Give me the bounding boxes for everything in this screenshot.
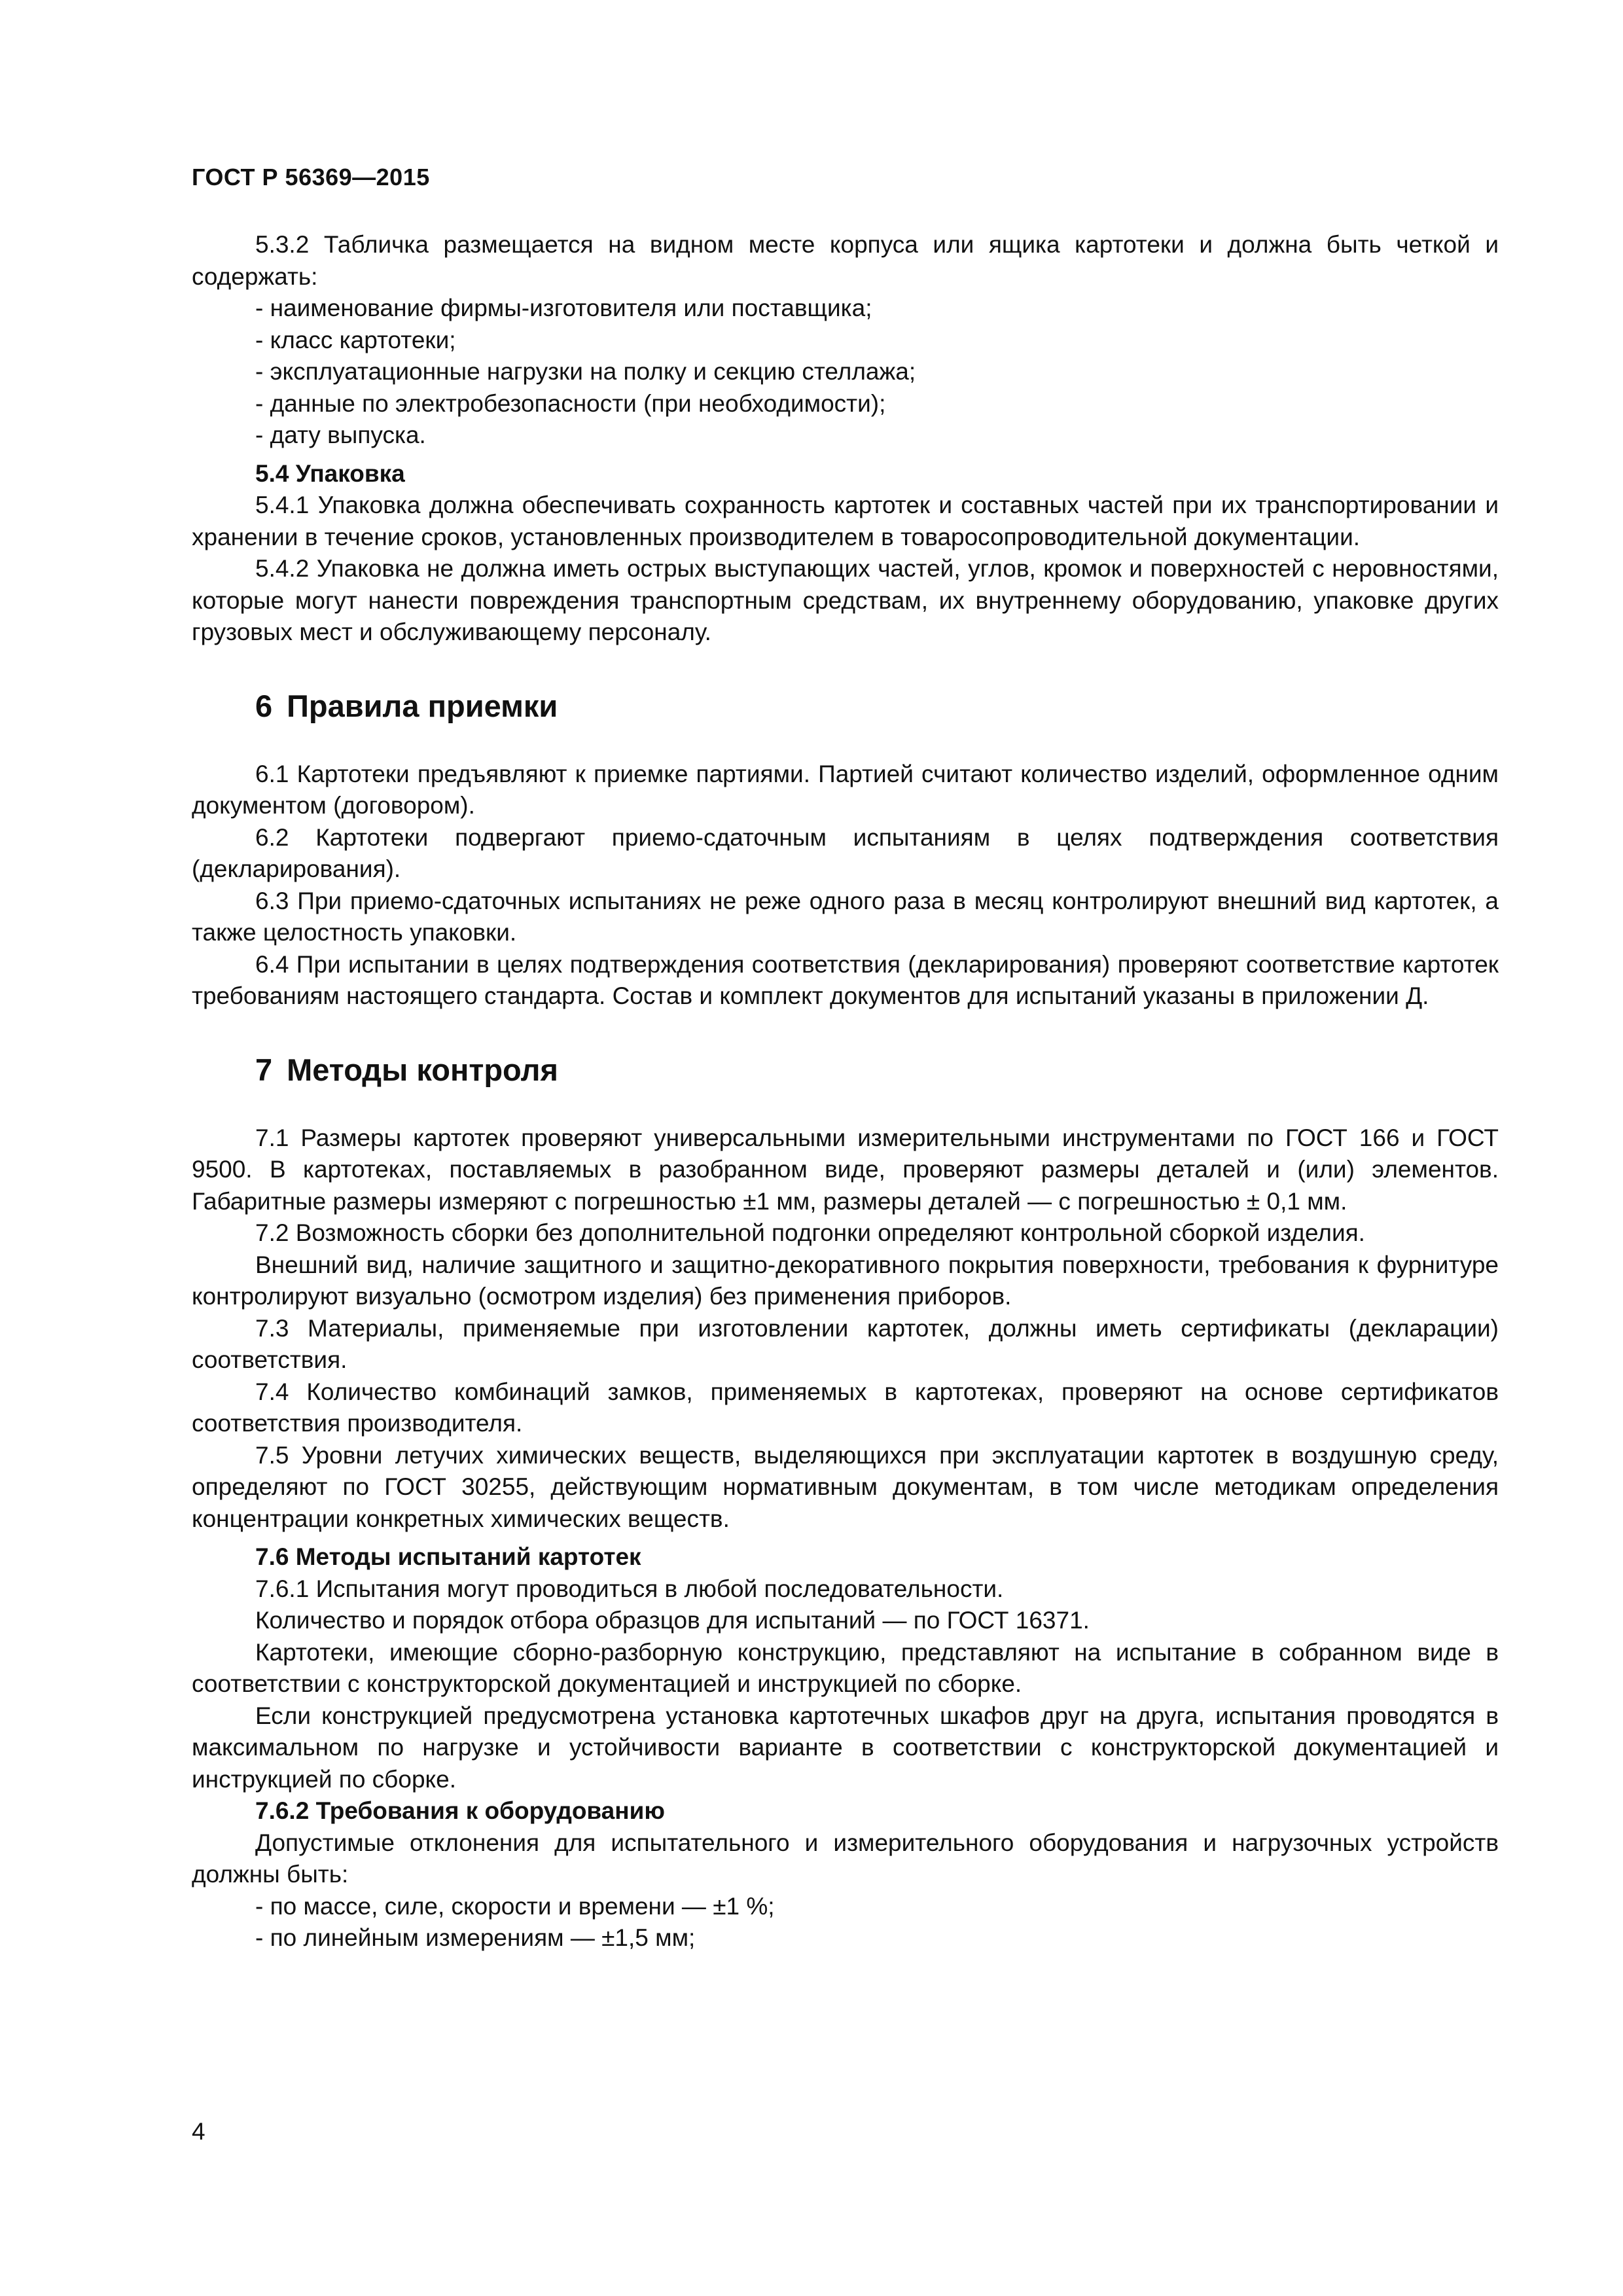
paragraph-7-4: 7.4 Количество комбинаций замков, применяемых в картотеках, проверяют на основе сертификатов соответствия производителя. bbox=[192, 1378, 1499, 1437]
list-item: - по линейным измерениям — ±1,5 мм; bbox=[255, 1924, 696, 1951]
paragraph-7-6-1-assembly: Картотеки, имеющие сборно-разборную конструкцию, представляют на испытание в собранном виде в соответствии с конструкторской документацией и инструкцией по сборке. bbox=[192, 1638, 1499, 1697]
section-number: 6 bbox=[255, 688, 273, 723]
list-item: - наименование фирмы-изготовителя или поставщика; bbox=[255, 295, 872, 321]
section-heading-6 bbox=[192, 687, 1499, 726]
paragraph-7-6-1: 7.6.1 Испытания могут проводиться в любой последовательности. bbox=[255, 1575, 1004, 1602]
list-item: - по массе, силе, скорости и времени — ±1 %; bbox=[255, 1892, 775, 1920]
paragraph-7-6-1-samples: Количество и порядок отбора образцов для испытаний — по ГОСТ 16371. bbox=[255, 1607, 1090, 1634]
paragraph-7-5: 7.5 Уровни летучих химических веществ, выделяющихся при эксплуатации картотек в воздушную среду, определяют по ГОСТ 30255, действующим нормативным документам, в том числе методикам определения концентрации конкретных химических веществ. bbox=[192, 1441, 1499, 1532]
paragraph-5-4-1: 5.4.1 Упаковка должна обеспечивать сохранность картотек и составных частей при их транспортировании и хранении в течение сроков, установленных производителем в товаросопроводительной документации. bbox=[192, 492, 1499, 550]
paragraph-7-1: 7.1 Размеры картотек проверяют универсальными измерительными инструментами по ГОСТ 166 и ГОСТ 9500. В картотеках, поставляемых в разобранном виде, проверяют размеры деталей и (или) элементов. Габаритные размеры измеряют с погрешностью ±1 мм, размеры деталей — с погрешностью ± 0,1 мм. bbox=[192, 1124, 1499, 1215]
document-header: ГОСТ Р 56369—2015 bbox=[192, 164, 430, 190]
paragraph-5-3-2: 5.3.2 Табличка размещается на видном месте корпуса или ящика картотеки и должна быть четкой и содержать: bbox=[192, 231, 1499, 290]
paragraph-6-2: 6.2 Картотеки подвергают приемо-сдаточным испытаниям в целях подтверждения соответствия (декларирования). bbox=[192, 823, 1499, 882]
paragraph-7-2-cont: Внешний вид, наличие защитного и защитно-декоративного покрытия поверхности, требования к фурнитуре контролируют визуально (осмотром изделия) без применения приборов. bbox=[192, 1251, 1499, 1310]
paragraph-7-3: 7.3 Материалы, применяемые при изготовлении картотек, должны иметь сертификаты (декларации) соответствия. bbox=[192, 1314, 1499, 1373]
page-number: 4 bbox=[192, 2118, 205, 2145]
list-item: - класс картотеки; bbox=[255, 326, 456, 353]
paragraph-7-2: 7.2 Возможность сборки без дополнительной подгонки определяют контрольной сборкой изделия. bbox=[255, 1219, 1365, 1246]
list-item: - данные по электробезопасности (при необходимости); bbox=[255, 389, 886, 417]
subsection-title-7-6-2: 7.6.2 Требования к оборудованию bbox=[255, 1797, 665, 1824]
paragraph-6-3: 6.3 При приемо-сдаточных испытаниях не реже одного раза в месяц контролируют внешний вид картотек, а также целостность упаковки. bbox=[192, 887, 1499, 946]
subsection-title-7-6: 7.6 Методы испытаний картотек bbox=[255, 1543, 641, 1570]
section-heading-7 bbox=[192, 1050, 1499, 1090]
paragraph-7-6-2: Допустимые отклонения для испытательного и измерительного оборудования и нагрузочных устройств должны быть: bbox=[192, 1829, 1499, 1888]
list-item: - эксплуатационные нагрузки на полку и секцию стеллажа; bbox=[255, 358, 916, 385]
list-item: - дату выпуска. bbox=[255, 422, 426, 448]
paragraph-7-6-1-stacking: Если конструкцией предусмотрена установка картотечных шкафов друг на друга, испытания проводятся в максимальном по нагрузке и устойчивости варианте в соответствии с конструкторской документацией и инструкцией по сборке. bbox=[192, 1702, 1499, 1793]
paragraph-6-1: 6.1 Картотеки предъявляют к приемке партиями. Партией считают количество изделий, оформленное одним документом (договором). bbox=[192, 760, 1499, 819]
page-body bbox=[192, 229, 1499, 1954]
section-number: 7 bbox=[255, 1052, 273, 1087]
section-title: Правила приемки bbox=[287, 688, 558, 723]
paragraph-5-4-2: 5.4.2 Упаковка не должна иметь острых выступающих частей, углов, кромок и поверхностей с неровностями, которые могут нанести повреждения транспортным средствам, их внутреннему оборудованию, упаковке других грузовых мест и обслуживающему персоналу. bbox=[192, 555, 1499, 645]
subsection-title-5-4: 5.4 Упаковка bbox=[255, 459, 405, 487]
paragraph-6-4: 6.4 При испытании в целях подтверждения соответствия (декларирования) проверяют соответствие картотек требованиям настоящего стандарта. Состав и комплект документов для испытаний указаны в приложении Д. bbox=[192, 950, 1499, 1009]
section-title: Методы контроля bbox=[287, 1052, 558, 1087]
